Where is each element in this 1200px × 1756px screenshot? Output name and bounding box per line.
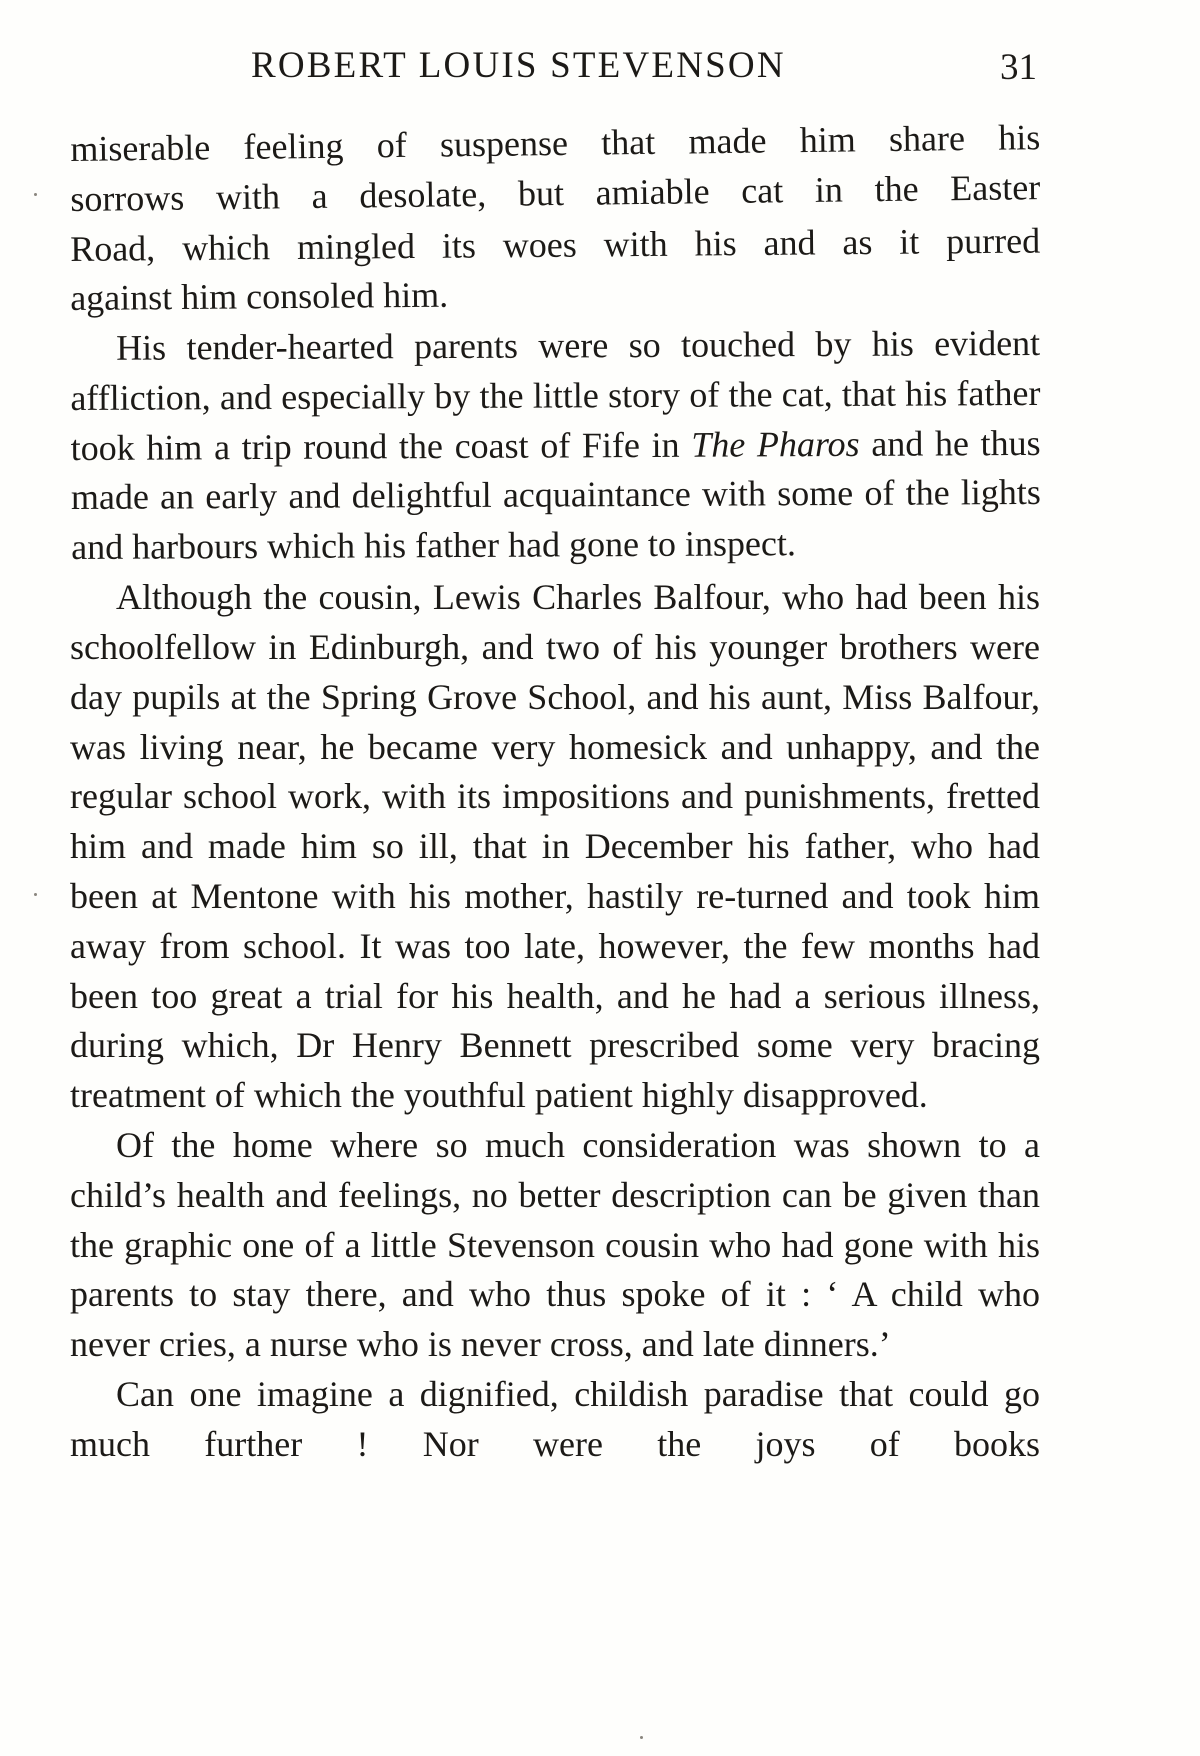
paragraph-2	[70, 319, 1041, 573]
paper-speck	[34, 193, 37, 196]
paragraph-2-text-end: and he thus made an early and delightful acquaintance with some of the lights and harbours which his father had gone to inspect.	[70, 422, 1041, 568]
paragraph-1-line-3: Road, which mingled its woes with his and as it purred	[70, 220, 1041, 269]
body-text	[70, 117, 1041, 1470]
paragraph-1-line-2: sorrows with a desolate, but amiable cat in the Easter	[70, 166, 1041, 219]
paragraph-2-text-start: His tender-hearted parents were so touched by his evident affliction, and especially by the little story of the cat, that his father took him a trip round the coast of Fife in	[70, 323, 1041, 468]
paragraph-1	[70, 117, 1041, 324]
page-number: 31	[1000, 47, 1037, 88]
paragraph-1-line-4: against him consoled him.	[70, 275, 449, 319]
paper-speck	[34, 893, 37, 896]
paragraph-3: Although the cousin, Lewis Charles Balfour, who had been his schoolfellow in Edinburgh, and two of his younger brothers were day pupils at the Spring Grove School, and his aunt, Miss Balfour, was living near, he became very homesick and unhappy, and the regular school work, with its impositions and punishments, fretted him and made him so ill, that in December his father, who had been at Mentone with his mother, hastily re-turned and took him away from school. It was too late, however, the few months had been too great a trial for his health, and he had a serious illness, during which, Dr Henry Bennett prescribed some very bracing treatment of which the youthful patient highly disapproved.	[70, 577, 1040, 1116]
running-head	[245, 40, 1045, 100]
paragraph-1-line-1: miserable feeling of suspense that made him share his	[70, 117, 1041, 169]
paragraph-5: Can one imagine a dignified, childish paradise that could go much further ! Nor were the joys of books	[70, 1373, 1040, 1464]
paragraph-4: Of the home where so much consideration was shown to a child’s health and feelings, no better description can be given than the graphic one of a little Stevenson cousin who had gone with his parents to stay there, and who thus spoke of it : ‘ A child who never cries, a nurse who is never cross, and late dinners.’	[70, 1124, 1040, 1365]
ship-name-italic: The Pharos	[691, 423, 860, 465]
paper-speck	[640, 1736, 643, 1739]
running-title: ROBERT LOUIS STEVENSON	[251, 45, 786, 86]
